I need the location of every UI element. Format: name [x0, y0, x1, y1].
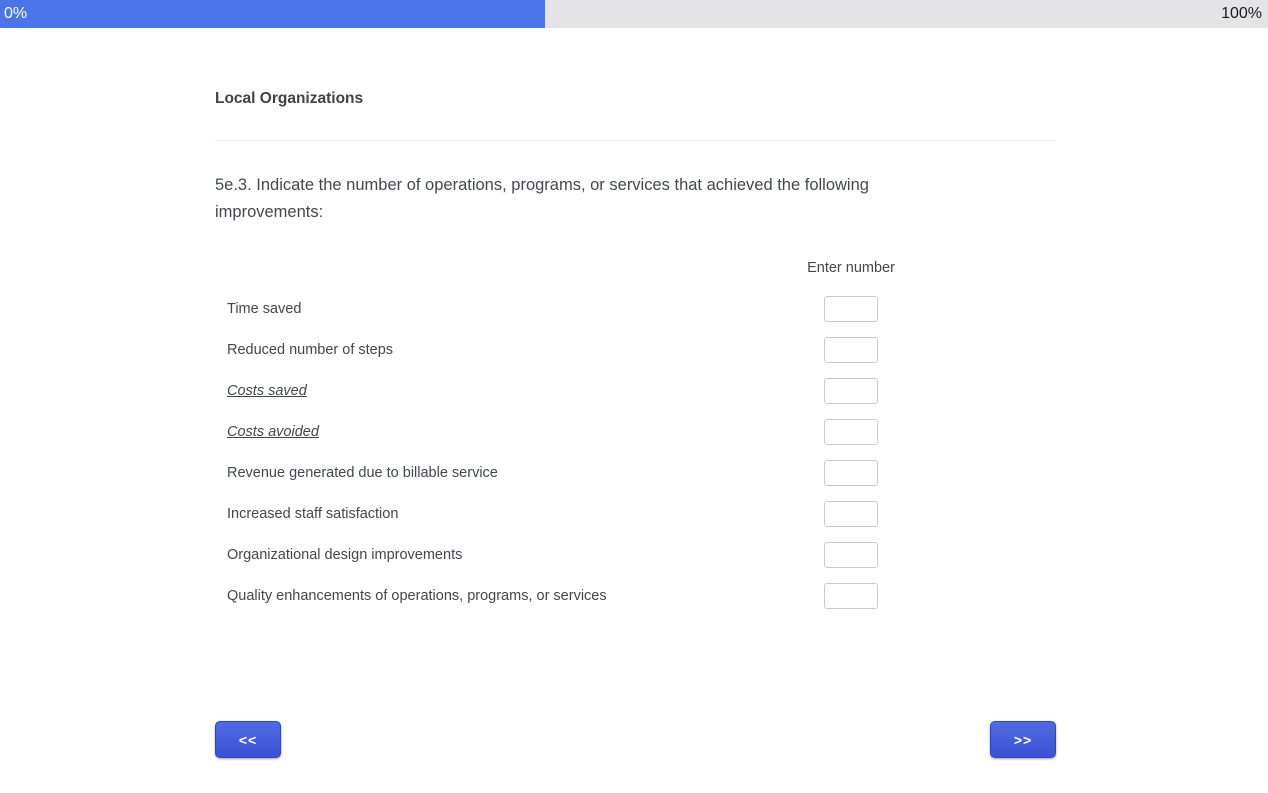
row-input-cell	[824, 337, 878, 363]
row-label: Quality enhancements of operations, programs, or services	[227, 587, 607, 604]
row-input-cell	[824, 542, 878, 568]
back-button[interactable]: <<	[215, 721, 281, 758]
table-row	[215, 288, 1056, 329]
number-input[interactable]	[824, 583, 878, 609]
number-input[interactable]	[824, 296, 878, 322]
next-button[interactable]: >>	[990, 721, 1056, 758]
survey-content	[215, 90, 1056, 758]
row-input-cell	[824, 460, 878, 486]
table-row	[215, 575, 1056, 616]
row-input-cell	[824, 583, 878, 609]
number-input[interactable]	[824, 501, 878, 527]
row-input-cell	[824, 501, 878, 527]
row-label: Costs avoided	[227, 423, 319, 440]
number-input[interactable]	[824, 419, 878, 445]
navigation-row	[215, 721, 1056, 758]
question-text: 5e.3. Indicate the number of operations, programs, or services that achieved the following improvements:	[215, 176, 869, 221]
table-row	[215, 370, 1056, 411]
answer-column-header-row	[215, 259, 1056, 276]
row-label: Reduced number of steps	[227, 341, 394, 358]
progress-end-label: 100%	[1221, 5, 1262, 22]
question-rows	[215, 288, 1056, 616]
progress-bar-fill	[0, 0, 545, 28]
page-title: Local Organizations	[215, 90, 364, 107]
number-input[interactable]	[824, 542, 878, 568]
row-label: Increased staff satisfaction	[227, 505, 399, 522]
table-row	[215, 452, 1056, 493]
row-label: Time saved	[227, 300, 302, 317]
progress-start-label: 0%	[4, 5, 28, 22]
progress-bar	[0, 0, 1268, 28]
table-row	[215, 329, 1056, 370]
number-input[interactable]	[824, 337, 878, 363]
row-input-cell	[824, 296, 878, 322]
number-input[interactable]	[824, 460, 878, 486]
table-row	[215, 411, 1056, 452]
column-header-enter-number: Enter number	[807, 259, 895, 276]
row-label: Revenue generated due to billable service	[227, 464, 498, 481]
row-input-cell	[824, 378, 878, 404]
number-input[interactable]	[824, 378, 878, 404]
row-label: Costs saved	[227, 382, 307, 399]
section-divider	[215, 140, 1056, 141]
table-row	[215, 493, 1056, 534]
row-label: Organizational design improvements	[227, 546, 463, 563]
row-input-cell	[824, 419, 878, 445]
table-row	[215, 534, 1056, 575]
